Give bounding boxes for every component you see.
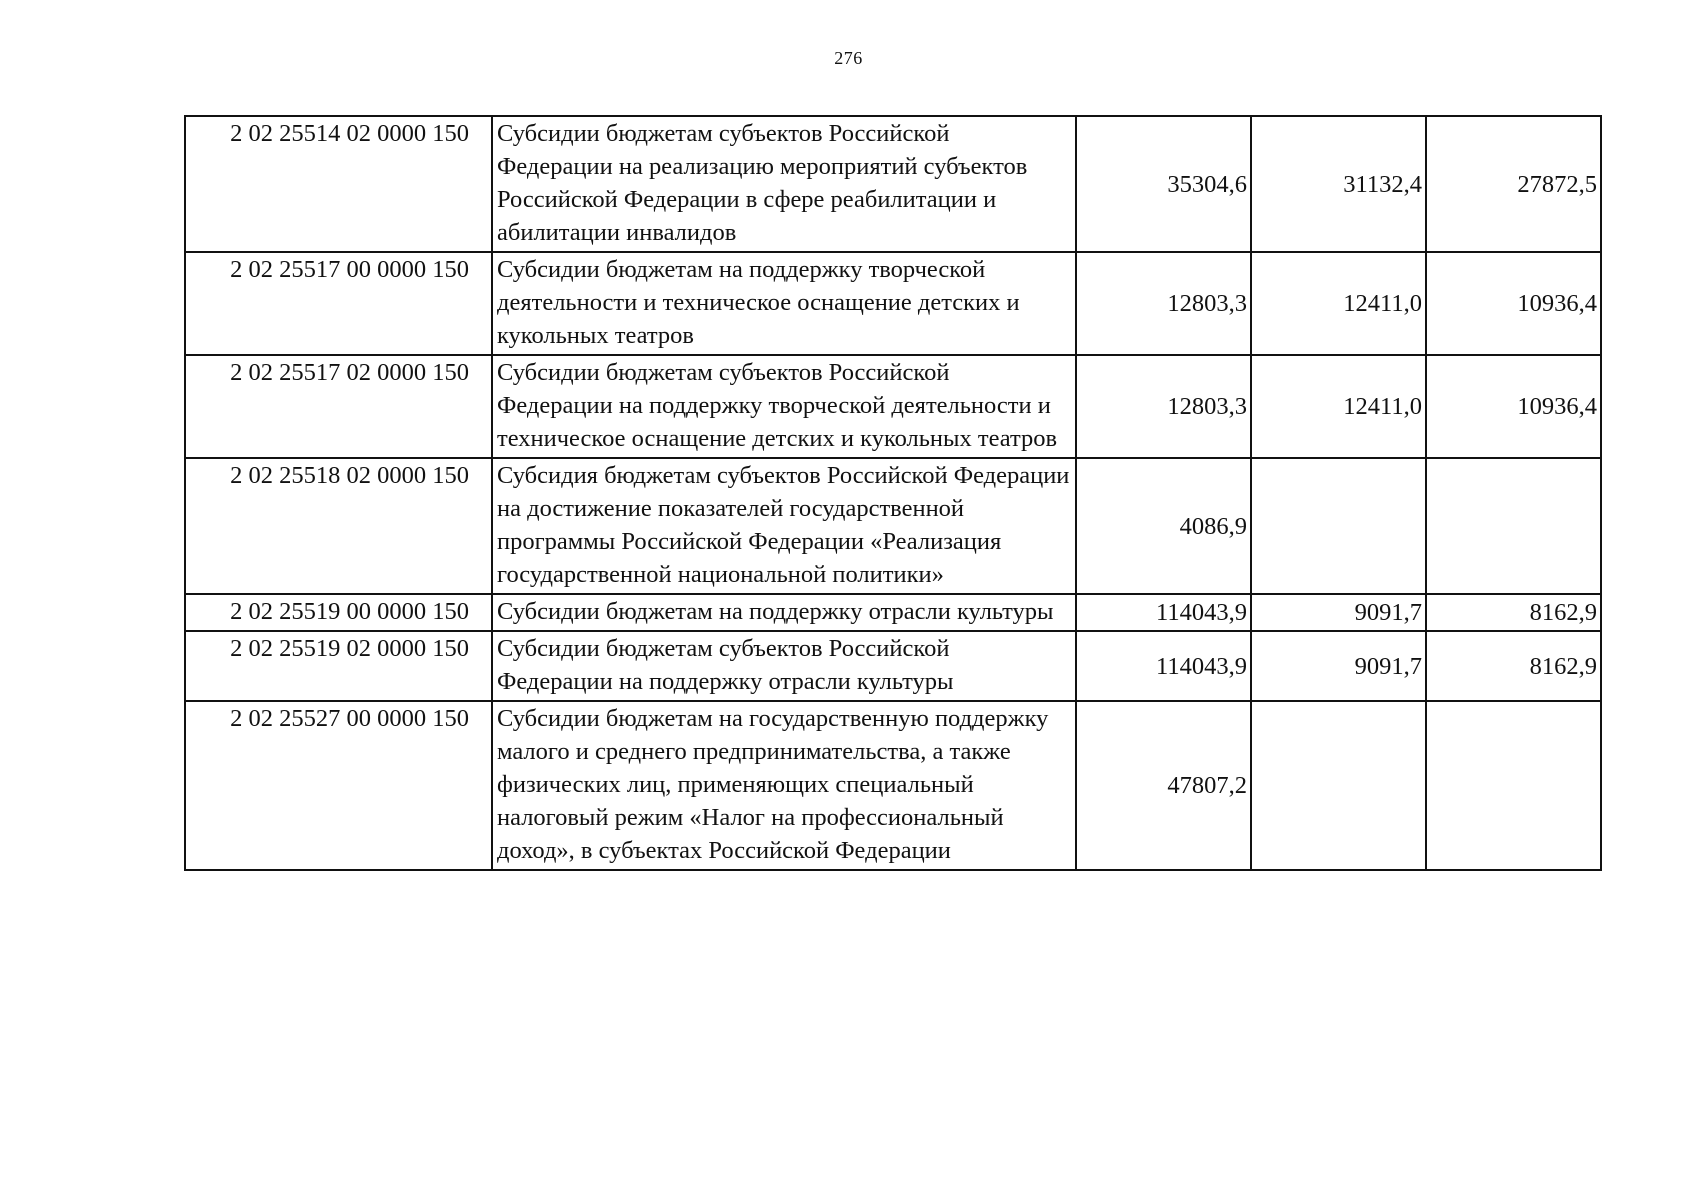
amount-year2-cell: 31132,4 [1251,116,1426,252]
amount-year1-cell: 12803,3 [1076,252,1251,355]
revenue-name-cell: Субсидии бюджетам на поддержку отрасли культуры [492,594,1076,631]
table-row [185,701,1601,870]
revenue-code-cell: 2 02 25517 02 0000 150 [185,355,492,458]
amount-year1-cell: 47807,2 [1076,701,1251,870]
table-row [185,355,1601,458]
revenue-code-cell: 2 02 25517 00 0000 150 [185,252,492,355]
revenue-code-cell: 2 02 25519 02 0000 150 [185,631,492,701]
table-row [185,116,1601,252]
table-row [185,252,1601,355]
table-row [185,594,1601,631]
table-row [185,458,1601,594]
amount-year3-cell: 10936,4 [1426,252,1601,355]
amount-year2-cell: 9091,7 [1251,594,1426,631]
amount-year1-cell: 114043,9 [1076,631,1251,701]
amount-year3-cell [1426,458,1601,594]
revenue-name-cell: Субсидии бюджетам субъектов Российской Федерации на поддержку отрасли культуры [492,631,1076,701]
budget-table [184,115,1602,871]
amount-year2-cell [1251,701,1426,870]
revenue-code-cell: 2 02 25527 00 0000 150 [185,701,492,870]
amount-year1-cell: 4086,9 [1076,458,1251,594]
amount-year2-cell: 12411,0 [1251,252,1426,355]
revenue-code-cell: 2 02 25519 00 0000 150 [185,594,492,631]
revenue-name-cell: Субсидии бюджетам субъектов Российской Федерации на реализацию мероприятий субъектов Российской Федерации в сфере реабилитации и абилитации инвалидов [492,116,1076,252]
amount-year3-cell: 10936,4 [1426,355,1601,458]
amount-year2-cell: 12411,0 [1251,355,1426,458]
amount-year1-cell: 114043,9 [1076,594,1251,631]
revenue-name-cell: Субсидии бюджетам субъектов Российской Федерации на поддержку творческой деятельности и техническое оснащение детских и кукольных театров [492,355,1076,458]
amount-year2-cell [1251,458,1426,594]
amount-year3-cell: 8162,9 [1426,594,1601,631]
revenue-name-cell: Субсидии бюджетам на поддержку творческой деятельности и техническое оснащение детских и кукольных театров [492,252,1076,355]
page-number: 276 [834,48,863,68]
amount-year3-cell: 27872,5 [1426,116,1601,252]
amount-year1-cell: 35304,6 [1076,116,1251,252]
amount-year3-cell [1426,701,1601,870]
revenue-code-cell: 2 02 25514 02 0000 150 [185,116,492,252]
revenue-code-cell: 2 02 25518 02 0000 150 [185,458,492,594]
amount-year3-cell: 8162,9 [1426,631,1601,701]
revenue-name-cell: Субсидии бюджетам на государственную поддержку малого и среднего предпринимательства, а также физических лиц, применяющих специальный налоговый режим «Налог на профессиональный доход», в субъектах Российской Федерации [492,701,1076,870]
amount-year2-cell: 9091,7 [1251,631,1426,701]
revenue-name-cell: Субсидия бюджетам субъектов Российской Федерации на достижение показателей государственной программы Российской Федерации «Реализация государственной национальной политики» [492,458,1076,594]
table-row [185,631,1601,701]
amount-year1-cell: 12803,3 [1076,355,1251,458]
